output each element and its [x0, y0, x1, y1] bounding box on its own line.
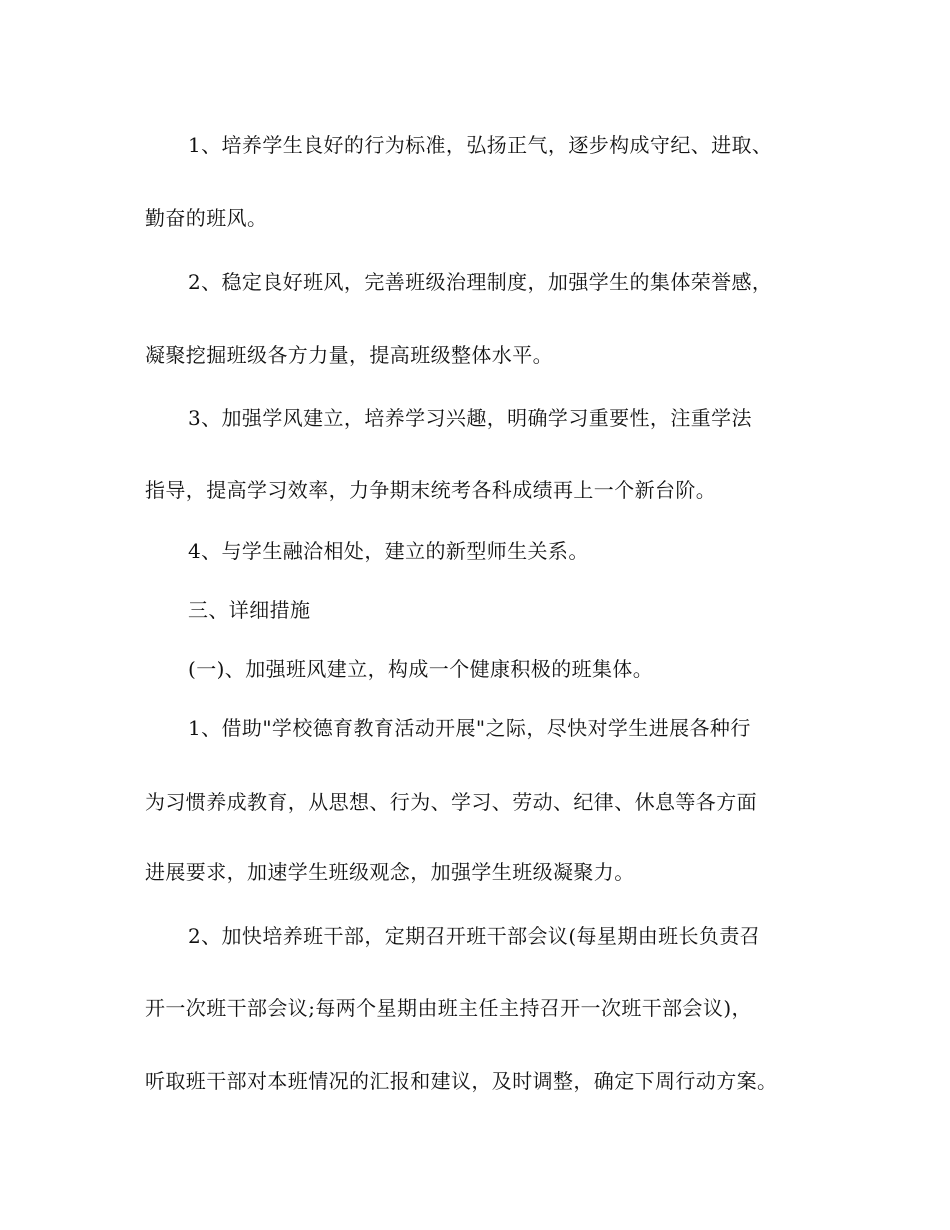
paragraph-3-line-1: 3、加强学风建立，培养学习兴趣，明确学习重要性，注重学法 [188, 406, 752, 430]
paragraph-5-line-3: 进展要求，加速学生班级观念，加强学生班级凝聚力。 [145, 860, 635, 884]
paragraph-3-line-2: 指导，提高学习效率，力争期末统考各科成绩再上一个新台阶。 [145, 478, 717, 502]
paragraph-2-line-2: 凝聚挖掘班级各方力量，提高班级整体水平。 [145, 343, 553, 367]
paragraph-1-line-2: 勤奋的班风。 [145, 206, 268, 230]
paragraph-6-line-2: 开一次班干部会议;每两个星期由班主任主持召开一次班干部会议)， [145, 996, 752, 1020]
paragraph-6-line-3: 听取班干部对本班情况的汇报和建议，及时调整，确定下周行动方案。 [145, 1069, 778, 1093]
section-heading: 三、详细措施 [188, 598, 311, 622]
paragraph-4: 4、与学生融洽相处，建立的新型师生关系。 [188, 539, 589, 563]
subsection-heading: (一)、加强班风建立，构成一个健康积极的班集体。 [188, 657, 654, 681]
paragraph-6-line-1: 2、加快培养班干部，定期召开班干部会议(每星期由班长负责召 [188, 924, 761, 948]
paragraph-2-line-1: 2、稳定良好班风，完善班级治理制度，加强学生的集体荣誉感， [188, 270, 773, 294]
paragraph-5-line-2: 为习惯养成教育，从思想、行为、学习、劳动、纪律、休息等各方面 [145, 790, 757, 814]
paragraph-1-line-1: 1、培养学生良好的行为标准，弘扬正气，逐步构成守纪、进取、 [188, 133, 773, 157]
paragraph-5-line-1: 1、借助"学校德育教育活动开展"之际，尽快对学生进展各种行 [188, 716, 751, 740]
